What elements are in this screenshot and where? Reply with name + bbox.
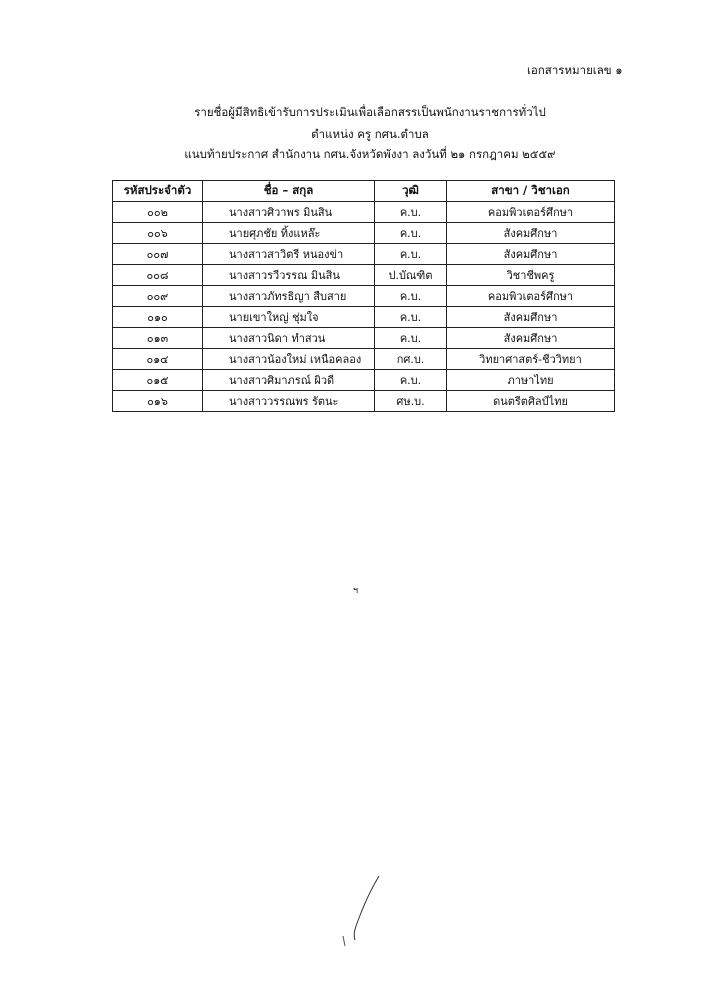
table-header-row xyxy=(113,181,615,202)
cell-id: ๐๑๐ xyxy=(113,307,203,328)
announcement-line: แนบท้ายประกาศ สำนักงาน กศน.จังหวัดพังงา ลงวันที่ ๒๑ กรกฎาคม ๒๕๕๙ xyxy=(184,147,556,161)
table-row xyxy=(113,349,615,370)
document-title: รายชื่อผู้มีสิทธิเข้ารับการประเมินเพื่อเลือกสรรเป็นพนักงานราชการทั่วไป xyxy=(194,105,546,119)
cell-name: นางสาวสาวิตรี หนองข่า xyxy=(203,244,375,265)
cell-qualification: ป.บัณฑิต xyxy=(375,265,447,286)
table-row xyxy=(113,370,615,391)
cell-major: สังคมศึกษา xyxy=(447,244,615,265)
cell-qualification: ค.บ. xyxy=(375,223,447,244)
table-row xyxy=(113,391,615,412)
cell-id: ๐๐๒ xyxy=(113,202,203,223)
table-row xyxy=(113,202,615,223)
cell-qualification: ค.บ. xyxy=(375,202,447,223)
header-major: สาขา / วิชาเอก xyxy=(447,181,615,202)
cell-name: นางสาวรวีวรรณ มินสิน xyxy=(203,265,375,286)
cell-major: ภาษาไทย xyxy=(447,370,615,391)
table-row xyxy=(113,307,615,328)
cell-major: วิทยาศาสตร์-ชีววิทยา xyxy=(447,349,615,370)
cell-major: วิชาชีพครู xyxy=(447,265,615,286)
document-number: เอกสารหมายเลข ๑ xyxy=(527,63,623,77)
header-id: รหัสประจำตัว xyxy=(113,181,203,202)
cell-name: นายศุภชัย ทิ้งแหล๊ะ xyxy=(203,223,375,244)
cell-name: นางสาวศิมาภรณ์ ผิวดี xyxy=(203,370,375,391)
position-line: ตำแหน่ง ครู กศน.ตำบล xyxy=(311,127,429,141)
cell-id: ๐๐๖ xyxy=(113,223,203,244)
cell-qualification: ศษ.บ. xyxy=(375,391,447,412)
table-row xyxy=(113,265,615,286)
cell-qualification: ค.บ. xyxy=(375,370,447,391)
cell-qualification: ค.บ. xyxy=(375,307,447,328)
cell-qualification: ค.บ. xyxy=(375,328,447,349)
cell-id: ๐๐๘ xyxy=(113,265,203,286)
cell-name: นางสาวศิวาพร มินสิน xyxy=(203,202,375,223)
cell-id: ๐๑๔ xyxy=(113,349,203,370)
table-row xyxy=(113,286,615,307)
cell-id: ๐๑๕ xyxy=(113,370,203,391)
cell-name: นางสาววรรณพร รัตนะ xyxy=(203,391,375,412)
cell-id: ๐๑๓ xyxy=(113,328,203,349)
cell-qualification: ค.บ. xyxy=(375,244,447,265)
cell-name: นางสาวน้องใหม่ เหนือคลอง xyxy=(203,349,375,370)
cell-major: คอมพิวเตอร์ศึกษา xyxy=(447,286,615,307)
table-row xyxy=(113,328,615,349)
cell-qualification: กศ.บ. xyxy=(375,349,447,370)
cell-name: นายเขาใหญ่ ชุ่มใจ xyxy=(203,307,375,328)
cell-name: นางสาวภัทรธิญา สืบสาย xyxy=(203,286,375,307)
cell-major: ดนตรีตศิลป์ไทย xyxy=(447,391,615,412)
cell-major: สังคมศึกษา xyxy=(447,307,615,328)
table-row xyxy=(113,223,615,244)
table-body xyxy=(113,202,615,412)
cell-qualification: ค.บ. xyxy=(375,286,447,307)
header-qualification: วุฒิ xyxy=(375,181,447,202)
cell-id: ๐๐๗ xyxy=(113,244,203,265)
cell-major: สังคมศึกษา xyxy=(447,223,615,244)
cell-major: สังคมศึกษา xyxy=(447,328,615,349)
pen-stroke-mark xyxy=(335,872,385,952)
small-mark: ฯ xyxy=(353,586,359,596)
table-row xyxy=(113,244,615,265)
header-name: ชื่อ – สกุล xyxy=(203,181,375,202)
cell-name: นางสาวนิดา ทำสวน xyxy=(203,328,375,349)
cell-id: ๐๑๖ xyxy=(113,391,203,412)
cell-id: ๐๐๙ xyxy=(113,286,203,307)
cell-major: คอมพิวเตอร์ศึกษา xyxy=(447,202,615,223)
candidate-table xyxy=(112,180,615,412)
